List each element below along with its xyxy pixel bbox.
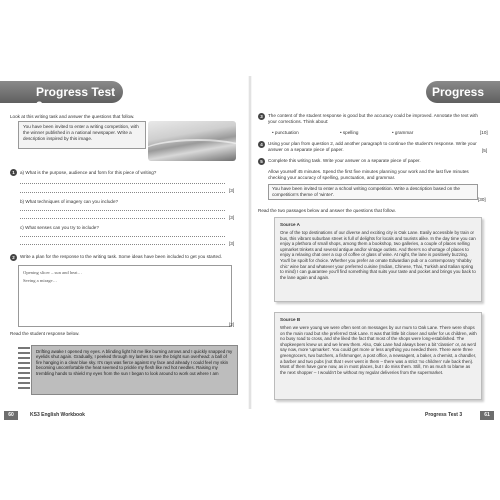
right-header-title: Progress xyxy=(432,85,485,99)
question-1c-mark: [3] xyxy=(229,241,235,246)
question-1b-text: b) What techniques of imagery can you include? xyxy=(20,199,119,204)
source-a-text: One of the top destinations of our diverse and exciting city is Oak Lane. Easily accessible by train or bus, this vibrant suburban street is full of delights for locals and tourists alike. In the day time you can enjoy a plethora of small shops, among them a bookshop, two galleries, a couple of places selling upmarket trinkets and several antique and/or vintage outlets. And there's no shortage of places to enjoy a relaxing chat over a cup of coffee or glass of wine. At night, the lane is positively buzzing. You'll be spoilt for choice. Whether you prefer an ornate Edwardian pub or a contemporary 'shabby chic' wine bar and whatever your preferred cuisine (Indian, Chinese, Thai, Turkish and Italian spring to mind) I can guarantee you'll find something that suits your taste and pocket and brings you back to the lane again and again. xyxy=(280,230,476,280)
source-b-title: Source B xyxy=(280,317,301,322)
left-header-title: Progress Test 3 xyxy=(36,85,116,113)
plan-line-2: Seeing a mirage… xyxy=(23,278,58,283)
question-1c-text: c) What senses can you try to include? xyxy=(20,225,99,230)
question-4-text: Using your plan from question 2, add another paragraph to continue the student's response. Write your answer on a separate piece of paper. xyxy=(268,141,477,152)
book-spine xyxy=(248,76,252,409)
question-4-number: 4 xyxy=(258,141,265,148)
source-a-title: Source A xyxy=(280,222,300,227)
question-5-allow: Allow yourself 45 minutes. Spend the first five minutes planning your work and the last five minutes checking your accuracy of spelling, punctuation, and grammar. xyxy=(268,169,469,180)
answer-line[interactable] xyxy=(20,244,225,245)
desert-image xyxy=(148,121,236,161)
question-5-task-box xyxy=(268,184,478,200)
student-response-panel xyxy=(31,345,238,395)
bullet-punctuation: • punctuation xyxy=(272,130,299,135)
passages-intro: Read the two passages below and answer the questions that follow. xyxy=(258,208,396,213)
left-page-number: 60 xyxy=(4,411,18,420)
question-5-mark: [30] xyxy=(478,197,486,202)
source-b-box xyxy=(274,312,482,400)
right-footer-title: Progress Test 3 xyxy=(425,412,463,418)
question-1-number: 1 xyxy=(10,169,17,176)
answer-line[interactable] xyxy=(20,183,225,184)
intro-text: Look at this writing task and answer the questions that follow. xyxy=(10,114,135,119)
question-3-text: The content of the student response is good but the accuracy could be improved. Annotate the text with your corrections. Think about: xyxy=(268,113,478,124)
answer-line[interactable] xyxy=(20,218,225,219)
plan-answer-box[interactable] xyxy=(18,265,235,327)
task-box-text: You have been invited to enter a writing competition, with the winner published in a national newspaper. Write a description inspired by this image. xyxy=(23,124,139,141)
answer-line[interactable] xyxy=(20,236,225,237)
question-1a-mark: [3] xyxy=(229,188,235,193)
question-2-text: Write a plan for the response to the writing task. Some ideas have been included to get you started. xyxy=(20,254,222,259)
question-5-text: Complete this writing task. Write your answer on a separate piece of paper. xyxy=(268,158,421,163)
question-5-task-text: You have been invited to enter a school writing competition. Write a description based on the competition's theme of 'winter'. xyxy=(272,186,460,197)
question-2-mark: [2] xyxy=(229,322,235,327)
source-a-box xyxy=(274,217,482,302)
right-header-tab xyxy=(426,81,500,103)
question-3-number: 3 xyxy=(258,113,265,120)
notepad-binding xyxy=(18,347,30,391)
task-box xyxy=(18,121,146,149)
left-header-tab xyxy=(0,81,123,113)
answer-line[interactable] xyxy=(20,210,225,211)
plan-line-1: Opening slicer – sun and heat… xyxy=(23,270,83,275)
student-response-text: Drifting awake I opened my eyes. A blinding light hit me like burning arrows and I quickly snapped my eyelids shut again. Gradually, I peeked through my lashes to see the bright sun overhead: a ball of fire hanging in a clear blue sky. It's rays was fierce against my face and already I could feel my skin becoming uncomfortable the heat seemed to prickle my flesh like red hot needles. Raising my trembling hands to shield my eyes from the sun I began to look around to work out where I am xyxy=(36,349,233,376)
left-footer-title: KS3 English Workbook xyxy=(30,412,85,418)
question-2-number: 2 xyxy=(10,254,17,261)
question-1a-text: a) What is the purpose, audience and form for this piece of writing? xyxy=(20,170,157,175)
question-4-mark: [5] xyxy=(482,148,488,153)
answer-line[interactable] xyxy=(20,192,225,193)
question-3-mark: [10] xyxy=(480,130,488,135)
right-page-number: 61 xyxy=(480,411,494,420)
bullet-spelling: • spelling xyxy=(340,130,359,135)
source-b-text: When we were young we were often sent on messages by our mum to Oak Lane. There were shops on the main road but she preferred Oak Lane. It was that little bit closer and safer for us children, with no busy road to cross, and she liked the fact that most of the shops were long-established. The shopkeepers knew us and we knew them. Also, Oak Lane had always been a bit 'classier' or, as we'd say now, more 'upmarket'. You could get more or less anything you needed there. There were three greengrocers, two butchers, a fishmonger, a post office, a newsagent, a baker, a chemist, a chandler, a barber and two pubs (not that I ever went in them – there was a strict 'no children' rule back then). Most of them have gone now, as in most places, but I do miss them. Still, I'm as much to blame as the next shopper – I wouldn't be without my regular deliveries from the supermarket. xyxy=(280,325,477,375)
question-1b-mark: [3] xyxy=(229,215,235,220)
bullet-grammar: • grammar xyxy=(392,130,414,135)
read-prompt: Read the student response below. xyxy=(10,331,80,336)
question-5-number: 5 xyxy=(258,158,265,165)
